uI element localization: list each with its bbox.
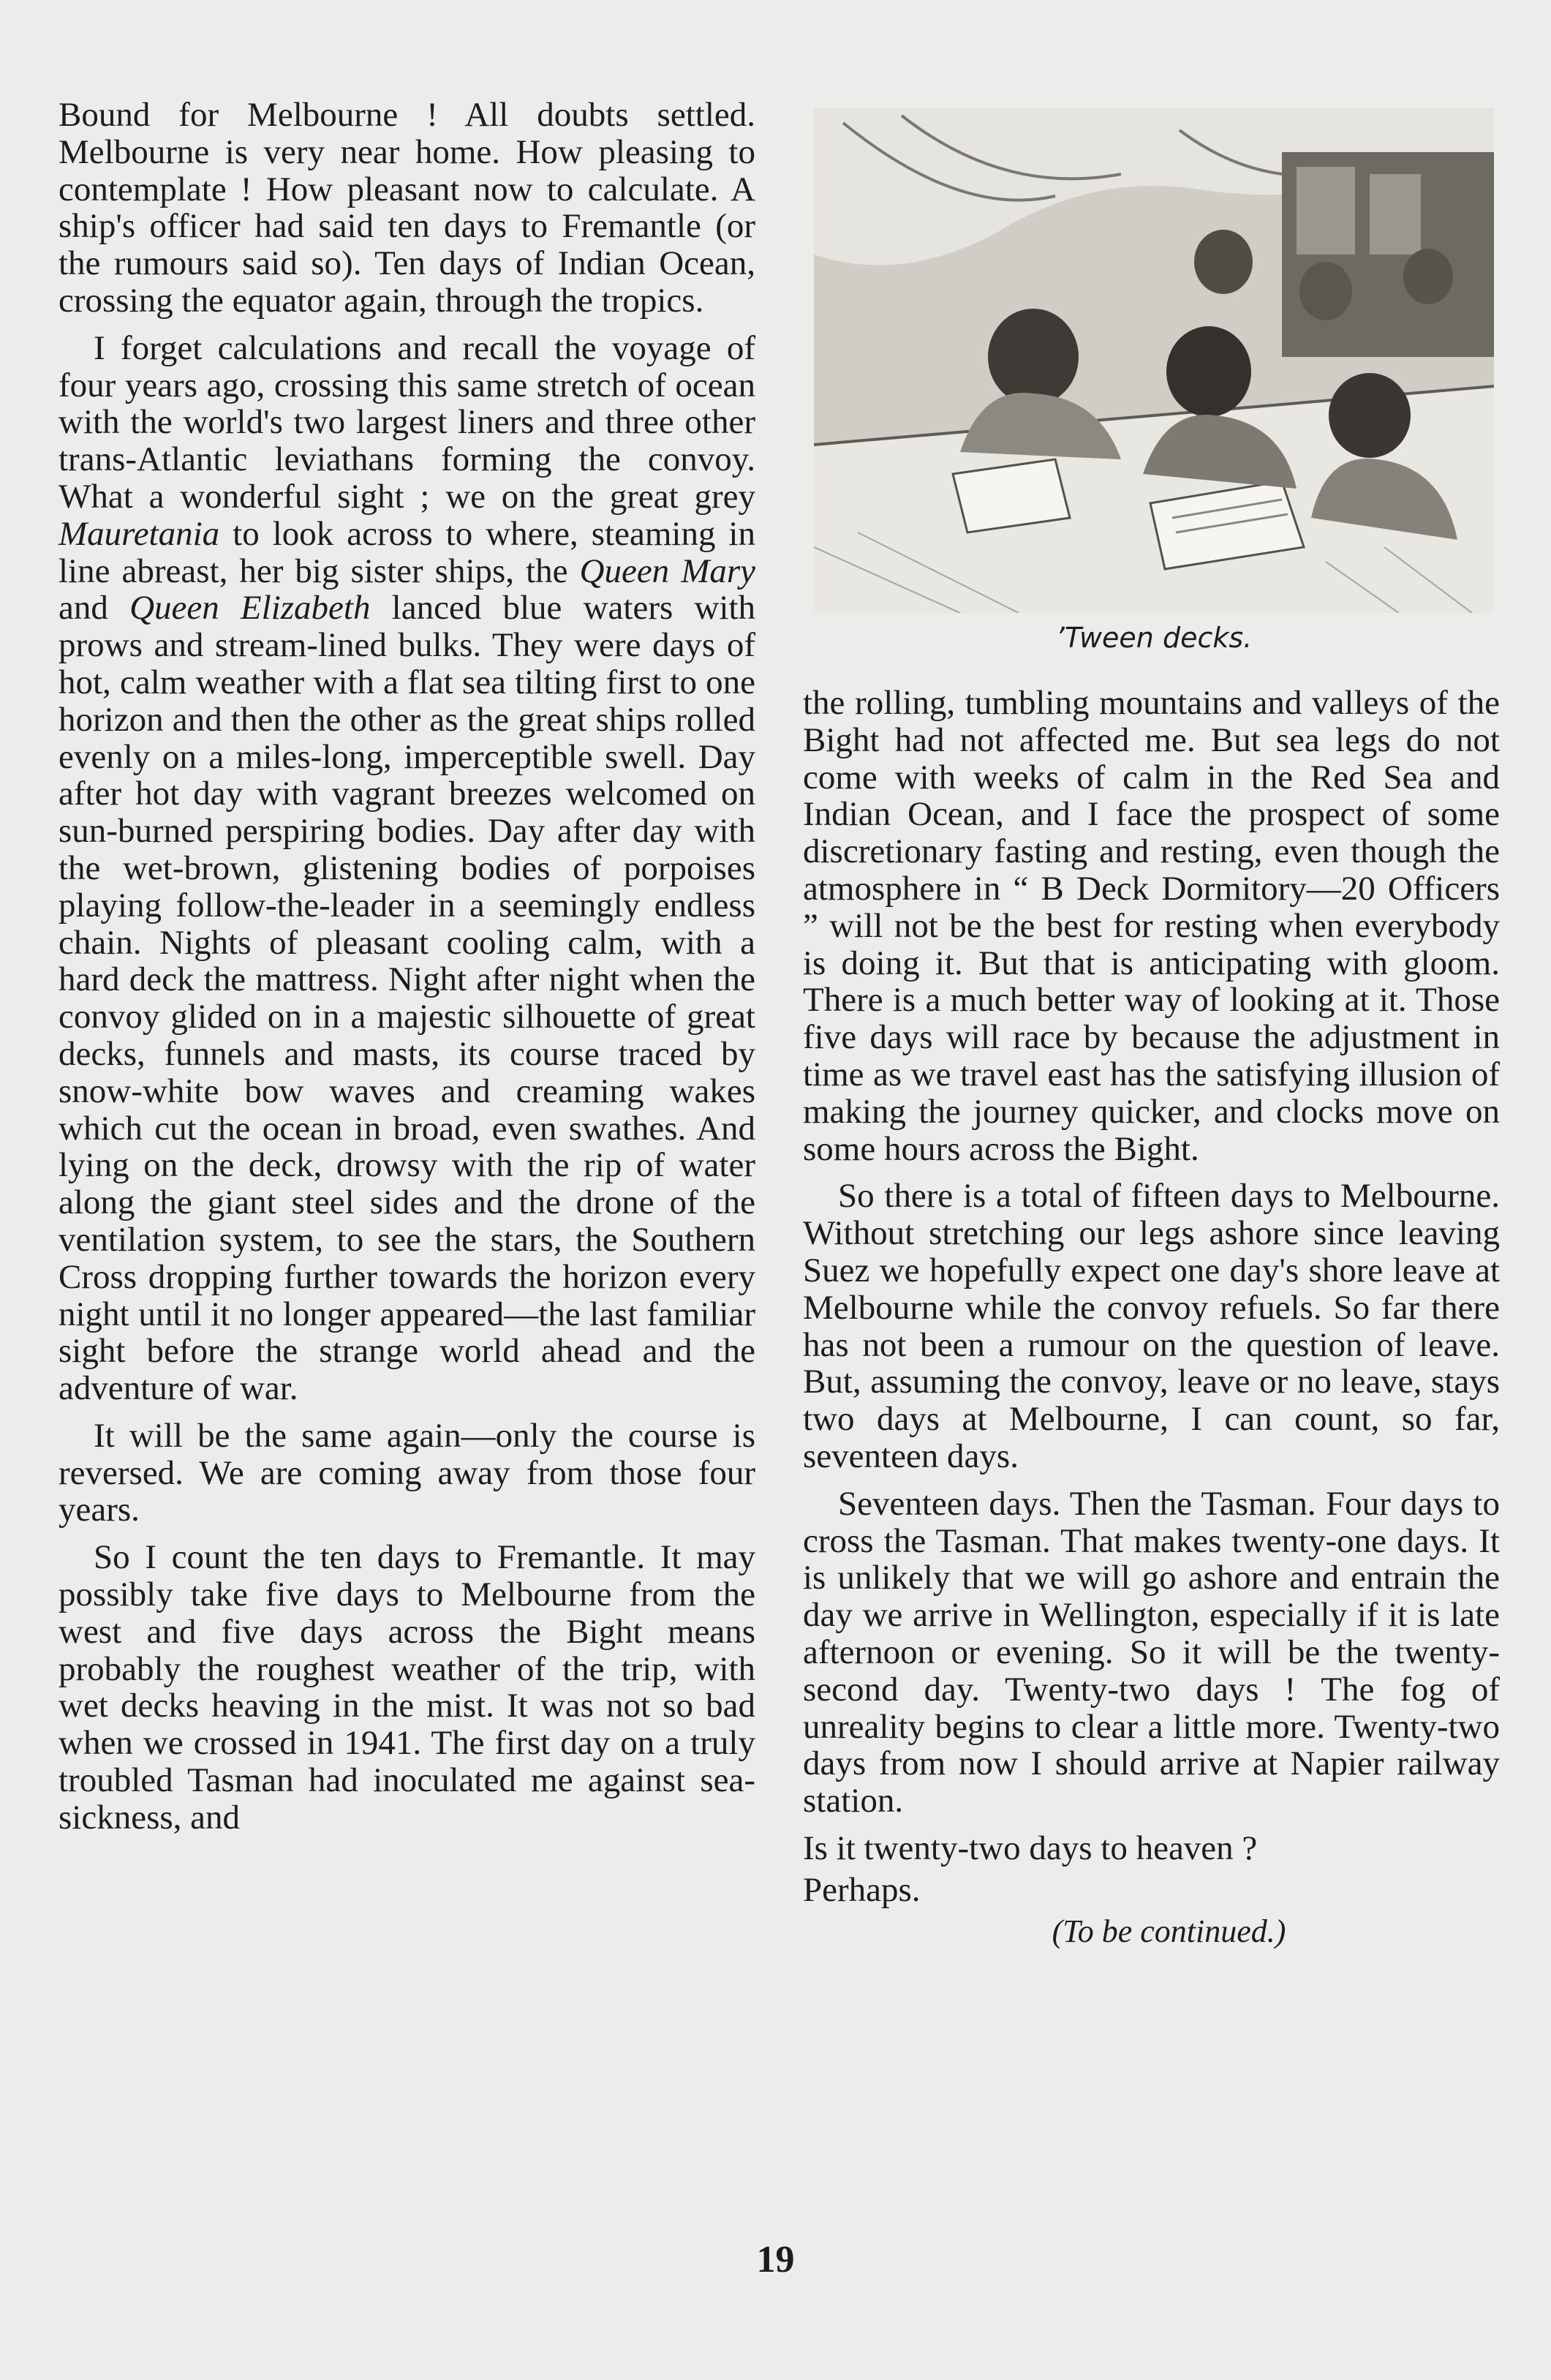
illustration-caption: ’Tween decks. (1055, 622, 1253, 654)
paragraph-3: It will be the same again—only the course is reversed. We are coming away from those four years. (59, 1416, 755, 1529)
right-column (803, 685, 1500, 1960)
left-column (59, 97, 755, 1847)
paragraph-4: So I count the ten days to Fremantle. It may possibly take five days to Melbourne from the west and five days across the Bight means probably the roughest weather of the trip, with wet decks heaving in the mist. It was not so bad when we crossed in 1941. The first day on a truly troubled Tasman had inoculated me against sea-sickness, and (59, 1538, 755, 1837)
to-be-continued-note: (To be continued.) (1052, 1913, 1286, 1949)
paragraph-1: Bound for Melbourne ! All doubts settled. Melbourne is very near home. How pleasing to contemplate ! How pleasant now to calculate. A ship's officer had said ten days to Fremantle (or the rumours said so). Ten days of Indian Ocean, crossing the equator again, through the tropics. (59, 96, 755, 320)
paragraph-5: the rolling, tumbling mountains and valleys of the Bight had not affected me. But sea legs do not come with weeks of calm in the Red Sea and Indian Ocean, and I face the prospect of some discretionary fasting and resting, even though the atmosphere in “ B Deck Dormitory—20 Officers ” will not be the best for resting when everybody is doing it. But that is anticipating with gloom. There is a much better way of looking at it. Those five days will race by because the adjustment in time as we travel east has the satisfying illusion of making the journey quicker, and clocks move on some hours across the Bight. (803, 684, 1500, 1168)
ship-name-mauretania: Mauretania (59, 514, 220, 553)
paragraph-2-start: I forget calculations and recall the voyage of four years ago, crossing this same stretch of ocean with the world's two largest liners and three other trans-Atlantic leviathans forming the convoy. What a wonderful sight ; we on the great grey (59, 328, 755, 516)
paragraph-2-and: and (59, 589, 108, 628)
paragraph-9: Perhaps. (803, 1870, 921, 1909)
tween-decks-illustration (814, 108, 1494, 613)
paragraph-2-middle: to look across to where, steaming in line abreast, her big sister ships, the (59, 514, 755, 590)
paragraph-2-rest: lanced blue waters with prows and stream-lined bulks. They were days of hot, calm weather with a flat sea tilting first to one horizon and then the other as the great ships rolled evenly on a miles-long, imperceptible swell. Day after hot day with vagrant breezes welcomed on sun-burned perspiring bodies. Day after day with the wet-brown, glistening bodies of porpoises playing follow-the-leader in a seemingly endless chain. Nights of pleasant cooling calm, with a hard deck the mattress. Night after night when the convoy glided on in a majestic silhouette of great decks, funnels and masts, its course traced by snow-white bow waves and creaming wakes which cut the ocean in broad, even swathes. And lying on the deck, drowsy with the rip of water along the giant steel sides and the drone of the ventilation system, to see the stars, the Southern Cross dropping further towards the horizon every night until it no longer appeared—the last familiar sight before the strange world ahead and the adventure of war. (59, 589, 756, 1408)
ship-name-queen-mary: Queen Mary (579, 551, 755, 590)
page-number: 19 (756, 2239, 795, 2281)
paragraph-7: Seventeen days. Then the Tasman. Four days to cross the Tasman. That makes twenty-one days. It is unlikely that we will go ashore and entrain the day we arrive in Wellington, especially if it is late afternoon or evening. So it will be the twenty-second day. Twenty-two days ! The fog of unreality begins to clear a little more. Twenty-two days from now I should arrive at Napier railway station. (803, 1484, 1500, 1820)
paragraph-2 (59, 330, 755, 1407)
paragraph-8: Is it twenty-two days to heaven ? (803, 1829, 1258, 1867)
ship-name-queen-elizabeth: Queen Elizabeth (129, 589, 371, 628)
paragraph-6: So there is a total of fifteen days to Melbourne. Without stretching our legs ashore since leaving Suez we hopefully expect one day's shore leave at Melbourne while the convoy refuels. So far there has not been a rumour on the question of leave. But, assuming the convoy, leave or no leave, stays two days at Melbourne, I can count, so far, seventeen days. (803, 1177, 1500, 1475)
